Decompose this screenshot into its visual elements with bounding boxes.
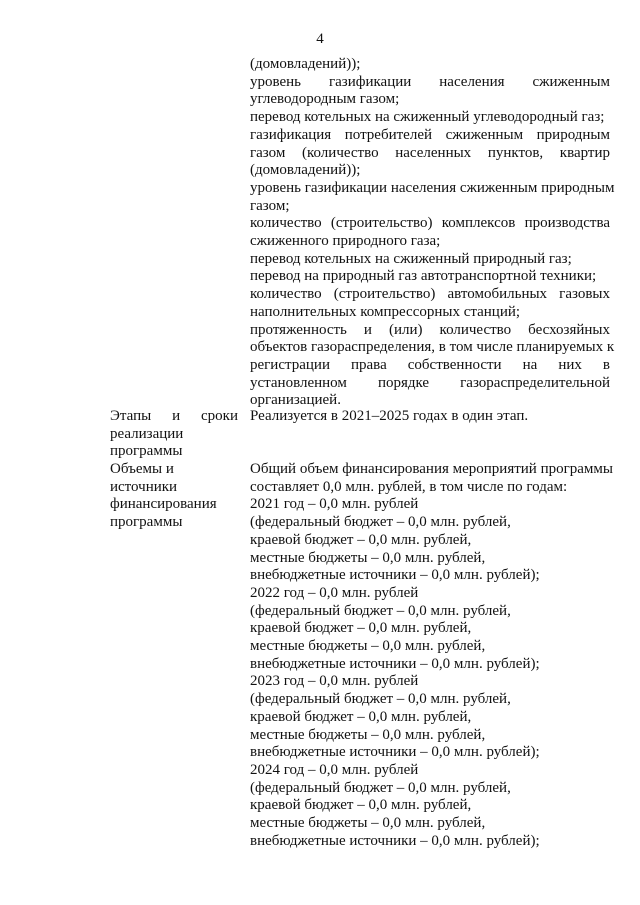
finance-value-line: краевой бюджет – 0,0 млн. рублей,	[250, 797, 472, 814]
target-indicators-text-line: перевод котельных на сжиженный природный газ;	[250, 250, 572, 267]
target-indicators-text-line: сжиженного природного газа;	[250, 233, 441, 250]
finance-label-line: программы	[110, 514, 183, 531]
target-indicators-text-line: протяженность и (или) количество бесхозяйных	[250, 321, 610, 338]
page-number: 4	[316, 31, 324, 47]
finance-value-line: внебюджетные источники – 0,0 млн. рублей);	[250, 655, 540, 672]
target-indicators-text-line: регистрации права собственности на них в	[250, 356, 610, 373]
finance-value	[250, 461, 613, 850]
target-indicators-text-line: перевод котельных на сжиженный углеводородный газ;	[250, 109, 605, 126]
finance-value-line: (федеральный бюджет – 0,0 млн. рублей,	[250, 602, 511, 619]
stages-label	[110, 408, 238, 461]
stages-label-line: реализации	[110, 425, 184, 442]
target-indicators-text-line: газификация потребителей сжиженным природным	[250, 126, 610, 143]
finance-value-line: 2021 год – 0,0 млн. рублей	[250, 496, 419, 513]
target-indicators-text-line: (домовладений));	[250, 162, 361, 179]
finance-value-line: краевой бюджет – 0,0 млн. рублей,	[250, 620, 472, 637]
finance-value-line: Общий объем финансирования мероприятий программы	[250, 461, 613, 477]
target-indicators-text-line: объектов газораспределения, в том числе планируемых к	[250, 339, 615, 356]
finance-value-line: местные бюджеты – 0,0 млн. рублей,	[250, 726, 486, 743]
target-indicators-text-line: установленном порядке газораспределительной	[250, 374, 610, 391]
finance-value-line: местные бюджеты – 0,0 млн. рублей,	[250, 815, 486, 832]
target-indicators-text-line: (домовладений));	[250, 56, 361, 72]
target-indicators-text-line: количество (строительство) комплексов производства	[250, 215, 610, 232]
target-indicators-text	[250, 56, 615, 410]
finance-value-line: (федеральный бюджет – 0,0 млн. рублей,	[250, 514, 511, 531]
finance-value-line: краевой бюджет – 0,0 млн. рублей,	[250, 708, 472, 725]
finance-label-line: финансирования	[110, 496, 217, 513]
target-indicators-text-line: количество (строительство) автомобильных газовых	[250, 286, 610, 303]
target-indicators-text-line: наполнительных компрессорных станций;	[250, 303, 521, 320]
finance-value-line: внебюджетные источники – 0,0 млн. рублей);	[250, 567, 540, 584]
finance-label-line: источники	[110, 478, 178, 495]
stages-label-line: программы	[110, 443, 183, 460]
finance-value-line: внебюджетные источники – 0,0 млн. рублей);	[250, 832, 540, 849]
finance-value-line: местные бюджеты – 0,0 млн. рублей,	[250, 549, 486, 566]
finance-value-line: внебюджетные источники – 0,0 млн. рублей);	[250, 744, 540, 761]
target-indicators-text-line: углеводородным газом;	[250, 91, 400, 108]
finance-label	[110, 461, 238, 532]
target-indicators-text-line: уровень газификации населения сжиженным природным	[250, 179, 615, 196]
target-indicators-text-line: газом (количество населенных пунктов, квартир	[250, 144, 610, 161]
finance-value-line: местные бюджеты – 0,0 млн. рублей,	[250, 638, 486, 655]
target-indicators-text-line: перевод на природный газ автотранспортной техники;	[250, 268, 597, 285]
finance-value-line: (федеральный бюджет – 0,0 млн. рублей,	[250, 779, 511, 796]
finance-value-line: краевой бюджет – 0,0 млн. рублей,	[250, 531, 472, 548]
finance-value-line: (федеральный бюджет – 0,0 млн. рублей,	[250, 691, 511, 708]
finance-value-line: составляет 0,0 млн. рублей, в том числе по годам:	[250, 478, 568, 495]
finance-value-line: 2023 год – 0,0 млн. рублей	[250, 673, 419, 690]
finance-label-line: Объемы и	[110, 461, 174, 477]
stages-value	[250, 408, 610, 426]
finance-value-line: 2024 год – 0,0 млн. рублей	[250, 761, 419, 778]
target-indicators-text-line: организацией.	[250, 392, 341, 409]
stages-label-line: Этапы и сроки	[110, 408, 238, 424]
stages-value-text: Реализуется в 2021–2025 годах в один этап.	[250, 408, 529, 424]
target-indicators-text-line: газом;	[250, 197, 290, 214]
finance-value-line: 2022 год – 0,0 млн. рублей	[250, 584, 419, 601]
target-indicators-text-line: уровень газификации населения сжиженным	[250, 73, 610, 90]
